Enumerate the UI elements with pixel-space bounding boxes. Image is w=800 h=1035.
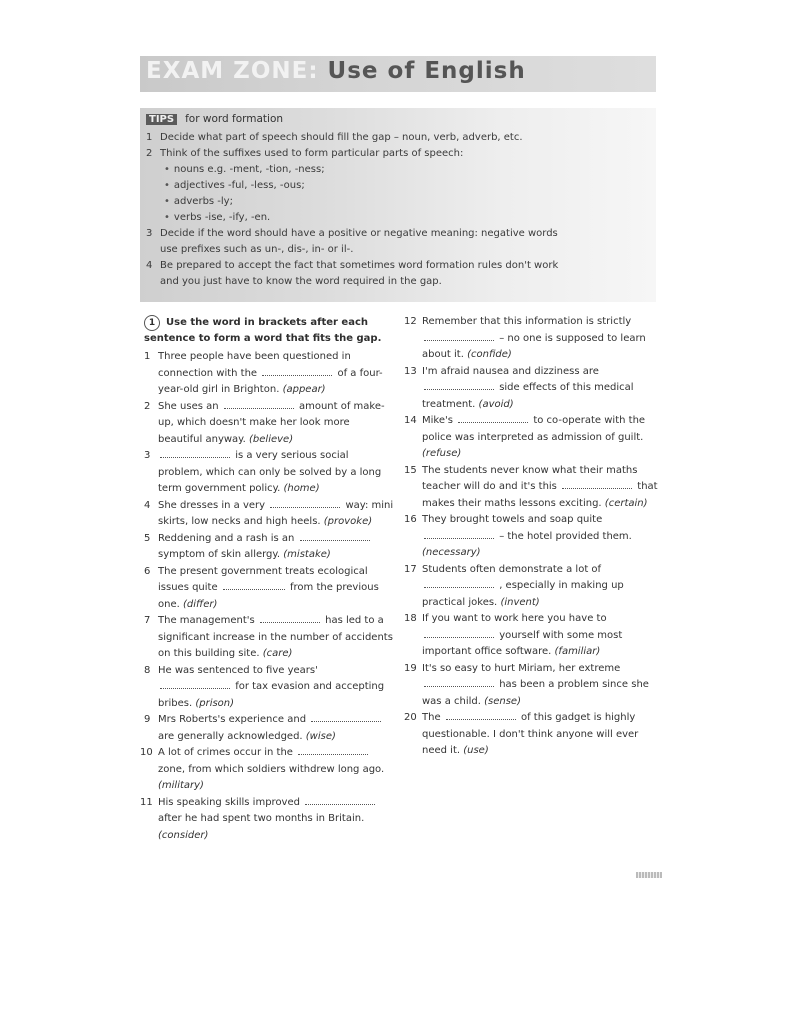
tip-line — [164, 180, 305, 191]
item-text-before: He was sentenced to five years' — [158, 664, 318, 676]
answer-gap[interactable] — [424, 331, 494, 341]
exercise-item — [404, 413, 658, 463]
answer-gap[interactable] — [305, 795, 375, 805]
item-text-after: to co-operate with the police was interpreted as admission of guilt. — [422, 415, 646, 443]
exercise-item — [144, 712, 394, 745]
base-word: (prison) — [195, 697, 235, 709]
answer-gap[interactable] — [446, 710, 516, 720]
tip-text: nouns e.g. -ment, -tion, -ness; — [173, 164, 325, 175]
exercise-item — [404, 314, 658, 364]
item-text-after: has been a problem since she was a child. — [422, 679, 649, 707]
tip-line — [146, 244, 353, 255]
exercise-column-left — [140, 349, 394, 844]
answer-gap[interactable] — [160, 448, 230, 458]
answer-gap[interactable] — [311, 712, 381, 722]
tips-heading-text: for word formation — [185, 113, 284, 125]
answer-gap[interactable] — [458, 413, 528, 423]
item-text-before: Reddening and a rash is an — [158, 532, 295, 544]
tip-number: 3 — [146, 228, 153, 239]
item-text-before: If you want to work here you have to — [422, 613, 607, 624]
item-text-before: The students never know what their maths teacher will do and it's this — [422, 464, 638, 492]
item-number: 11 — [140, 796, 153, 808]
item-text-after: after he had spent two months in Britain. — [158, 813, 365, 824]
base-word: (provoke) — [323, 516, 373, 527]
base-word: (necessary) — [422, 547, 481, 558]
answer-gap[interactable] — [270, 498, 340, 508]
item-text-after: for tax evasion and accepting bribes. — [158, 681, 385, 709]
item-number: 14 — [404, 415, 417, 426]
item-text-before: The — [422, 712, 441, 723]
item-number: 3 — [144, 450, 151, 461]
tip-line — [146, 148, 463, 159]
tip-text: Decide what part of speech should fill the gap – noun, verb, adverb, etc. — [160, 132, 523, 143]
base-word: (use) — [463, 745, 489, 756]
base-word: (mistake) — [283, 549, 331, 560]
exercise-item — [140, 795, 394, 845]
answer-gap[interactable] — [424, 380, 494, 390]
base-word: (avoid) — [478, 398, 514, 410]
item-text-before: Mrs Roberts's experience and — [158, 714, 307, 725]
answer-gap[interactable] — [224, 399, 294, 409]
answer-gap[interactable] — [424, 628, 494, 638]
exercise-item — [404, 661, 658, 711]
item-text-before: Remember that this information is strictly — [422, 316, 632, 327]
item-text-after: from the previous one. — [158, 582, 379, 610]
tip-text: Be prepared to accept the fact that sometimes word formation rules don't work — [160, 260, 559, 271]
base-word: (invent) — [500, 596, 540, 608]
exercise-item — [140, 745, 394, 795]
tips-box — [140, 108, 656, 302]
item-number: 2 — [144, 400, 151, 412]
item-text-after: of a four-year-old girl in Brighton. — [158, 367, 383, 395]
item-number: 6 — [144, 565, 151, 577]
exercise-instruction — [144, 315, 394, 347]
item-text-after: way: mini skirts, low necks and high heels. — [158, 499, 394, 527]
page-title — [146, 58, 526, 84]
item-text-after: has led to a significant increase in the number of accidents on this building site. — [158, 615, 393, 659]
item-number: 20 — [404, 712, 417, 723]
exercise-item — [144, 663, 394, 713]
item-number: 8 — [144, 664, 151, 676]
item-text-before: She uses an — [158, 400, 219, 412]
item-text-before: A lot of crimes occur in the — [158, 747, 293, 758]
base-word: (sense) — [484, 695, 521, 707]
instruction-text: Use the word in brackets after each sentence to form a word that fits the gap. — [144, 317, 382, 344]
item-text-after: is a very serious social problem, which can only be solved by a long term government policy. — [158, 450, 382, 494]
tip-line — [164, 196, 233, 207]
item-number: 18 — [404, 613, 417, 624]
answer-gap[interactable] — [300, 531, 370, 541]
tip-text: use prefixes such as un-, dis-, in- or il-. — [160, 244, 354, 255]
item-number: 1 — [144, 351, 151, 362]
exam-zone-header — [140, 56, 656, 92]
item-text-before: The present government treats ecological issues quite — [158, 565, 368, 593]
tip-text: and you just have to know the word required in the gap. — [160, 276, 442, 287]
answer-gap[interactable] — [424, 578, 494, 588]
item-number: 4 — [144, 499, 151, 511]
exercise-item — [404, 364, 658, 414]
tip-number: 4 — [146, 260, 153, 271]
item-text-before: Students often demonstrate a lot of — [422, 563, 602, 575]
base-word: (believe) — [249, 433, 294, 445]
item-number: 15 — [404, 464, 417, 476]
tip-number: 1 — [146, 132, 153, 143]
base-word: (differ) — [182, 598, 218, 610]
item-text-after: zone, from which soldiers withdrew long ago. — [158, 763, 385, 775]
tips-badge: TIPS — [146, 114, 177, 125]
item-text-after: symptom of skin allergy. — [158, 549, 281, 560]
answer-gap[interactable] — [424, 529, 494, 539]
exercise-item — [144, 349, 394, 399]
answer-gap[interactable] — [562, 479, 632, 489]
item-text-before: His speaking skills improved — [158, 796, 300, 808]
item-number: 17 — [404, 563, 417, 575]
answer-gap[interactable] — [160, 679, 230, 689]
base-word: (refuse) — [422, 448, 462, 459]
item-number: 10 — [140, 747, 153, 758]
tip-text: adverbs -ly; — [173, 196, 233, 207]
item-text-after: , especially in making up practical jokes. — [422, 580, 624, 608]
item-number: 19 — [404, 662, 417, 674]
base-word: (wise) — [305, 730, 336, 742]
answer-gap[interactable] — [298, 745, 368, 755]
exercise-item — [144, 498, 394, 531]
item-text-after: of this gadget is highly questionable. I don't think anyone will ever need it. — [422, 712, 639, 756]
base-word: (appear) — [282, 384, 326, 395]
item-number: 12 — [404, 316, 417, 327]
tip-line — [146, 132, 523, 143]
item-number: 16 — [404, 514, 417, 525]
exercise-item — [144, 531, 394, 564]
base-word: (familiar) — [554, 646, 601, 657]
item-text-before: She dresses in a very — [158, 499, 266, 511]
tip-text: verbs -ise, -ify, -en. — [173, 212, 271, 223]
tip-text: Think of the suffixes used to form particular parts of speech: — [160, 148, 464, 159]
item-text-before: They brought towels and soap quite — [422, 514, 603, 525]
exercise-item — [404, 562, 658, 612]
base-word: (care) — [262, 648, 293, 659]
title-exam-zone: EXAM ZONE: — [146, 58, 319, 84]
answer-gap[interactable] — [223, 580, 285, 590]
base-word: (consider) — [158, 829, 209, 841]
base-word: (home) — [283, 483, 320, 494]
item-text-after: – the hotel provided them. — [499, 530, 632, 542]
tip-line — [164, 164, 325, 175]
tip-line — [146, 228, 558, 239]
exercise-item — [144, 448, 394, 498]
exercise-item — [144, 613, 394, 663]
item-text-before: The management's — [158, 615, 255, 626]
item-number: 9 — [144, 714, 151, 725]
item-text-after: amount of make-up, which doesn't make her look more beautiful anyway. — [158, 400, 385, 445]
exercise-item — [404, 710, 658, 760]
item-text-after: yourself with some most important office software. — [422, 629, 623, 657]
answer-gap[interactable] — [262, 366, 332, 376]
answer-gap[interactable] — [424, 677, 494, 687]
title-use-of-english: Use of English — [327, 58, 526, 84]
tip-text: Decide if the word should have a positive or negative meaning: negative words — [160, 228, 558, 239]
item-number: 7 — [144, 615, 151, 626]
barcode-mark — [636, 872, 662, 878]
exercise-item — [144, 564, 394, 614]
item-number: 5 — [144, 532, 151, 544]
exercise-item — [404, 611, 658, 661]
base-word: (military) — [158, 780, 204, 791]
answer-gap[interactable] — [260, 613, 320, 623]
item-text-after: side effects of this medical treatment. — [422, 382, 634, 410]
tips-heading — [146, 113, 283, 125]
item-text-before: Three people have been questioned in connection with the — [158, 351, 351, 379]
tip-line — [146, 276, 442, 287]
exercise-number: 1 — [144, 315, 160, 331]
exercise-column-right — [404, 314, 658, 760]
base-word: (certain) — [604, 497, 648, 509]
item-text-after: – no one is supposed to learn about it. — [422, 332, 646, 360]
tip-number: 2 — [146, 148, 153, 159]
item-text-before: I'm afraid nausea and dizziness are — [422, 365, 599, 377]
base-word: (confide) — [467, 349, 512, 360]
exercise-item — [404, 512, 658, 562]
tip-line — [164, 212, 270, 223]
item-text-before: Mike's — [422, 415, 453, 426]
item-text-after: are generally acknowledged. — [158, 730, 303, 742]
item-text-before: It's so easy to hurt Miriam, her extreme — [422, 662, 621, 674]
exercise-item — [144, 399, 394, 449]
item-text-after: that makes their maths lessons exciting. — [422, 481, 658, 509]
item-number: 13 — [404, 365, 417, 377]
exercise-item — [404, 463, 658, 513]
tip-text: adjectives -ful, -less, -ous; — [173, 180, 305, 191]
tip-line — [146, 260, 558, 271]
